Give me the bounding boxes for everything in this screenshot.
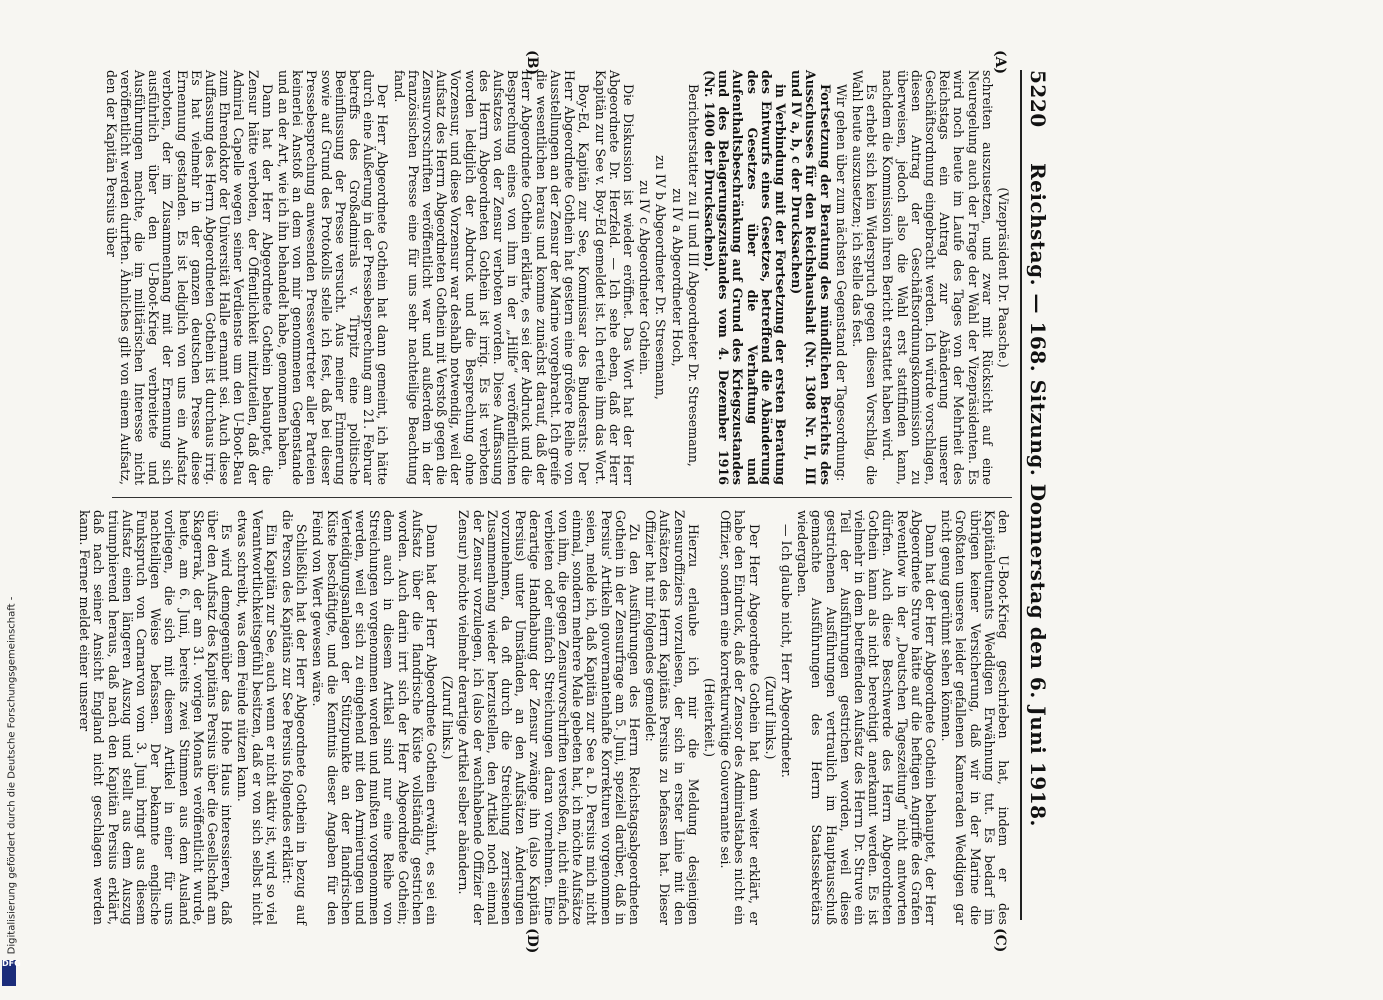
margin-mark-b: (B) — [524, 50, 540, 76]
paragraph: Hierzu erlaube ich mir die Meldung desjenigen Zensuroffiziers vorzulesen, der sich in erster Linie mit den Aufsätzen des Herrn Kapitäns Persius zu befassen hat. Dieser Offizier hat mir folgendes gemeldet: — [643, 510, 701, 925]
paragraph: Wir gehen über zum nächsten Gegenstand der Tagesordnung: — [833, 84, 849, 482]
paragraph: Dann hat der Herr Abgeordnete Gothein erwähnt, es sei ein Aufsatz über die flandrische Küste vollständig gestrichen worden. Auch darin irrt sich der Herr Abgeordnete Gothein; denn auch in diesem Artikel sind nur eine Reihe von Streichungen vorgenommen worden und mußten vorgenommen werden, weil er sich zu eingehend mit den Armierungen und Verteidigungsanlagen der Stützpunkte an der flandrischen Küste beschäftigte, und die Kenntnis dieser Angaben für den Feind von Wert gewesen wäre. — [310, 510, 440, 925]
paragraph: (Vizepräsident Dr. Paasche.) — [996, 187, 1011, 368]
margin-mark-a: (A) — [992, 50, 1008, 75]
paragraph: Es wird demgegenüber das Hohe Haus interessieren, daß über den Aufsatz des Kapitäns Persius über die Gesellschaft am Skagerrak, der am 31. vorigen Monats veröffentlicht wurde, heute, am 6. Juni, bereits zwei Stimmen aus dem Ausland vorliegen, die sich mit diesem Artikel in einer für uns nachteiligen Weise befassen. Der bekannte englische Funkspruch von Carnarvon vom 3. Juni bringt aus diesem Aufsatz einen längeren Auszug und stellt aus dem Auszug triumphierend heraus, daß nach den Kapitän Persius erklärt, daß nach seiner Ansicht England nicht geschlagen werden kann. Ferner meldet einer unserer — [77, 510, 235, 925]
paragraph: den U-Boot-Krieg geschrieben hat, indem er des Kapitänleutnants Weddigen Erwähnung tut. Es bedarf im übrigen keiner Versicherung, daß wir in der Marine die Großtaten unseres leider gefallenen Kameraden Weddigen gar nicht genug gerühmt sehen können. — [939, 510, 1011, 925]
left-column — [101, 70, 1010, 485]
paragraph: Schließlich hat der Herr Abgeordnete Gothein in bezug auf die Person des Kapitäns zur See Persius folgendes erklärt: — [280, 510, 310, 925]
interjection: (Zuruf links.) — [762, 675, 778, 760]
digitization-credit — [0, 560, 18, 1000]
running-header — [1020, 70, 1050, 920]
page-number: 5220 — [1026, 70, 1050, 128]
interjection: (Heiterkeit.) — [701, 678, 717, 757]
header-title: Reichstag. — 168. Sitzung. Donnerstag den 6. Juni 1918. — [1026, 162, 1050, 827]
right-column — [75, 510, 1010, 925]
paragraph: zu IV a Abgeordneter Hoch, — [669, 188, 685, 367]
column-divider — [112, 497, 1012, 498]
paragraph: zu IV b Abgeordneter Dr. Stresemann, — [653, 155, 669, 400]
margin-mark-c: (C) — [992, 928, 1008, 953]
paragraph: — Ich glaube nicht, Herr Abgeordneter. — [778, 524, 794, 778]
paragraph: Dann hat der Herr Abgeordnete Gothein behauptet, die Zensur hätte verboten, der Öffentlichkeit mitzuteilen, daß der Admiral Capelle wegen seiner Verdienste um den U-Boot-Bau zum Ehrendoktor der Universität Halle ernannt sei. Auch diese Auffassung des Herrn Abgeordneten Gothein ist durchaus irrig. Es hat vielmehr in der ganzen deutschen Presse diese Ernennung gestanden. Es ist lediglich von uns ein Aufsatz verboten, der im Zusammenhang mit der Ernennung sich ausführlich über den U-Boot-Krieg verbreitete und Ausführungen machte, die im militärischen Interesse nicht veröffentlicht werden durften. Ähnliches gilt von einem Aufsatz, den der Kapitän Persius über — [103, 70, 275, 485]
paragraph: schreiten auszusetzen, und zwar mit Rücksicht auf eine Neuregelung auch der Frage der Wahl der Vizepräsidenten. Es wird noch heute im Laufe des Tages von der Mehrheit des Reichstags ein Antrag zur Abänderung unserer Geschäftsordnung eingebracht werden. Ich würde vorschlagen, diesen Antrag der Geschäftsordnungskommission zu überweisen, jedoch also die Wahl erst stattfinden kann, nachdem die Kommission ihren Bericht erstattet haben wird. — [880, 70, 995, 485]
paragraph: Der Herr Abgeordnete Gothein hat dann weiter erklärt, er habe den Eindruck, daß der Zensor des Admiralstabes nicht ein Offizier, sondern eine korrekturwütige Gouvernante sei. — [718, 510, 762, 925]
paragraph: zu IV c Abgeordneter Gothein. — [637, 180, 653, 375]
paragraph: Die Diskussion ist wieder eröffnet. Das Wort hat der Herr Abgeordnete Dr. Herzfeld. — Ich sehe eben, daß der Herr Kapitän zur See v. Boy-Ed gemeldet ist. Ich erteile ihm das Wort. — [592, 70, 636, 485]
agenda-heading: Fortsetzung der Beratung des mündlichen Berichts des Ausschusses für den Reichshaushalt (Nr. 1308 Nr. II, III und IV a, b, c der Drucksachen) — [789, 70, 833, 485]
quoted-report: Zu den Ausführungen des Herrn Reichstagsabgeordneten Gothein in der Zensurfrage am 5. Juni, speziell darüber, daß in Persius' Artikeln gouvernantenhafte Korrekturen vorgenommen seien, melde ich, daß Kapitän zur See a. D. Persius mich nicht einmal, sondern mehrere Male gebeten hat, ich möchte Aufsätze von ihm, die gegen Zensurvorschriften verstoßen, nicht einfach verbieten oder einfach Streichungen daran vornehmen. Eine derartige Handhabung der Zensur zwänge ihn (also Kapitän Persius) unter Umständen, an den Aufsätzen Änderungen vorzunehmen, da oft durch die Streichung zerrissenen Zusammenhang wieder herzustellen, den Artikel noch einmal der Zensur vorzulegen, ich (also der wachhabende Offizier der Zensur) möchte vielmehr derartige Artikel selber abändern. — [456, 510, 642, 925]
interjection: (Zuruf links.) — [440, 675, 456, 760]
paragraph: in Verbindung mit der Fortsetzung der ersten Beratung des Entwurfs eines Gesetzes, betreffend die Abänderung des Gesetzes über die Verhaftung und Aufenthaltsbeschränkung auf Grund des Kriegszustandes und des Belagerungszustandes vom 4. Dezember 1916 (Nr. 1400 der Drucksachen). — [701, 70, 788, 485]
paragraph: Dann hat der Herr Abgeordnete Gothein behauptet, der Herr Abgeordnete Struve hätte auf die heftigen Angriffe des Grafen Reventlow in der „Deutschen Tageszeitung“ nicht antworten dürfen. Auch diese Beschwerde des Herrn Abgeordneten Gothein kann als nicht berechtigt anerkannt werden. Es ist vielmehr in dem betreffenden Aufsatz des Herrn Dr. Struve ein Teil der Ausführungen gestrichen worden, weil diese gestrichenen Ausführungen vertraulich im Hauptausschuß gemachte Ausführungen des Herrn Staatssekretärs wiedergaben. — [795, 510, 938, 925]
speech-paragraph: Boy-Ed, Kapitän zur See, Kommissar des Bundesrats: Der Herr Abgeordnete Gothein hat gestern eine größere Reihe von Ausstellungen an der Zensur der Marine vorgebracht. Ich greife die wesentlichen heraus und komme zunächst darauf, daß der Herr Abgeordnete Gothein erklärte, es sei der Abdruck und die Besprechung eines von ihm in der „Hilfe“ veröffentlichten Aufsatzes von der Zensur verboten worden. Diese Auffassung des Herrn Abgeordneten Gothein ist irrig. Es ist verboten worden lediglich der Abdruck und die Besprechung ohne Vorzensur, und diese Vorzensur war deshalb notwendig, weil der Aufsatz des Herrn Abgeordneten Gothein mit Verstoß gegen die Zensurvorschriften veröffentlicht war und außerdem in der französischen Presse eine für uns sehr nachteilige Beachtung fand. — [391, 70, 592, 485]
margin-mark-d: (D) — [524, 928, 540, 954]
quotation: Ein Kapitän zur See, auch wenn er nicht aktiv ist, wird so viel Verantwortlichkeitsgefühl besitzen, daß er von sich selbst nicht etwas schreibt, was dem Feinde nützen kann. — [235, 510, 279, 925]
dfg-logo: DFG — [2, 960, 16, 986]
paragraph: Der Herr Abgeordnete Gothein hat dann gemeint, ich hätte durch eine Äußerung in der Pressebesprechung am 21. Februar betreffs des Großadmirals v. Tirpitz eine politische Beeinflussung der Presse versucht. Aus meiner Erinnerung sowie auf Grund des Protokolls stelle ich fest, daß bei dieser Pressebesprechung anwesenden Pressevertreter aller Parteien keinerlei Anstoß an dem von mir genommenen Gegenstande und an der Art, wie ich ihn behandelt habe, genommen haben. — [276, 70, 391, 485]
credit-text: Digitalisierung gefördert durch die Deutsche Forschungsgemeinschaft - — [6, 596, 18, 955]
paragraph: Berichterstatter zu II und III Abgeordneter Dr. Stresemann, — [685, 84, 701, 467]
paragraph: Es erhebt sich kein Widerspruch gegen diesen Vorschlag, die Wahl heute auszusetzen; ich stelle das fest. — [849, 70, 880, 485]
